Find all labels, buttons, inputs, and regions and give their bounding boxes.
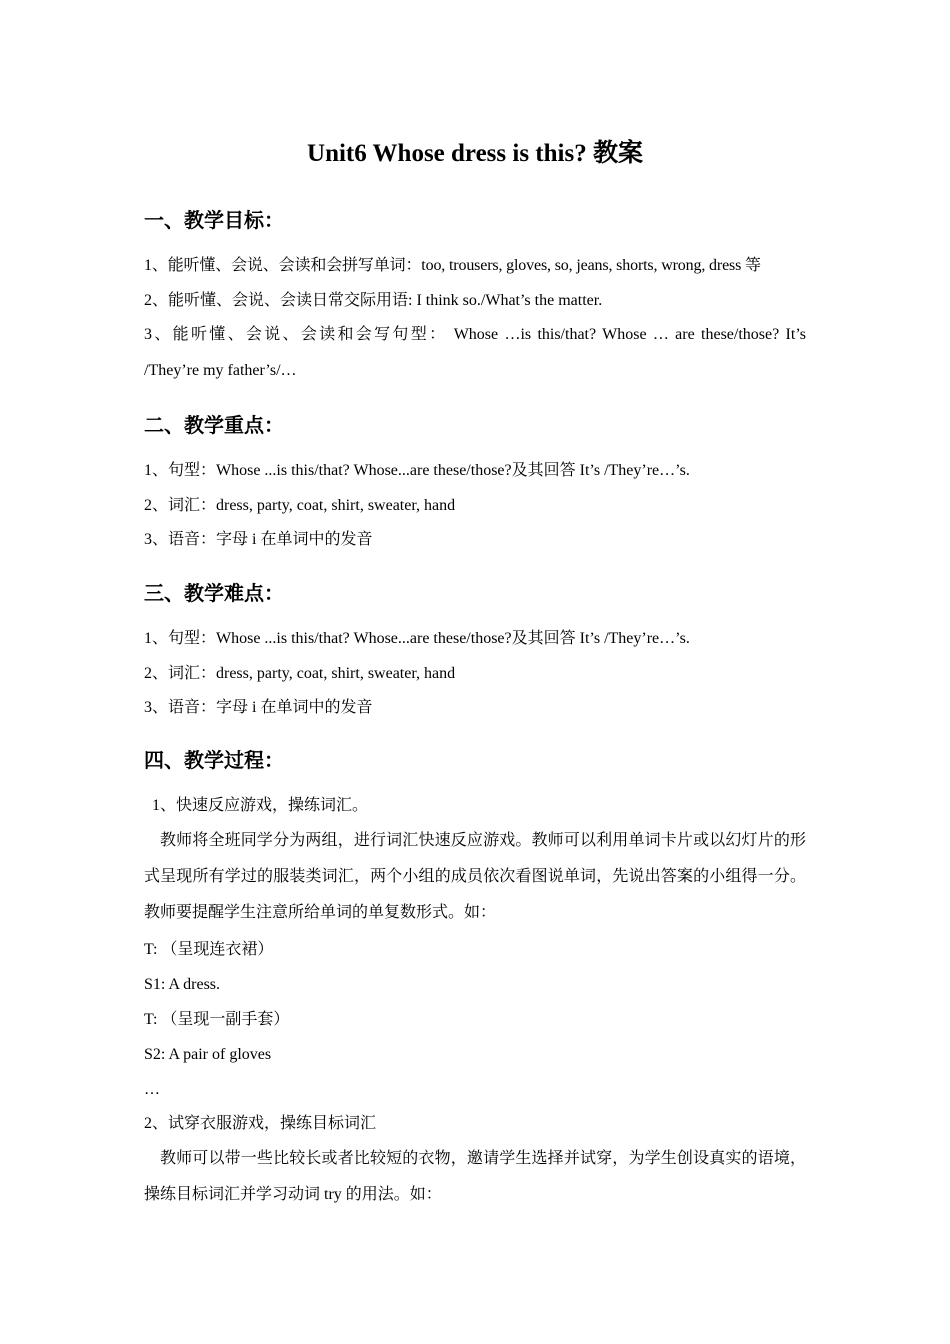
difficulty-2: 2、词汇：dress, party, coat, shirt, sweater, hand [144,665,456,682]
goal-item-1: 1、能听懂、会说、会读和会拼写单词：too, trousers, gloves, so, jeans, shorts, wrong, dress 等 [144,257,761,274]
section-heading-key-points: 二、教学重点： [144,413,284,437]
key-point-2: 2、词汇：dress, party, coat, shirt, sweater, hand [144,497,456,514]
process-step1-title: 1、快速反应游戏，操练词汇。 [152,797,369,814]
dialogue-line-3: T: （呈现一副手套） [144,1011,290,1028]
dialogue-line-2: S1: A dress. [144,976,221,993]
section-heading-difficulties: 三、教学难点： [144,581,284,605]
key-point-3: 3、语音：字母 i 在单词中的发音 [144,531,373,548]
process-step2-title: 2、试穿衣服游戏，操练目标词汇 [144,1115,377,1132]
dialogue-line-1: T: （呈现连衣裙） [144,941,274,958]
process-step2-body: 教师可以带一些比较长或者比较短的衣物，邀请学生选择并试穿，为学生创设真实的语境，操练目标词汇并学习动词 try 的用法。如： [144,1150,806,1203]
dialogue-ellipsis: … [144,1081,160,1098]
section-heading-goals: 一、教学目标： [144,208,284,232]
dialogue-line-4: S2: A pair of gloves [144,1046,272,1063]
difficulty-3: 3、语音：字母 i 在单词中的发音 [144,699,373,716]
difficulty-1: 1、句型：Whose ...is this/that? Whose...are these/those?及其回答 It’s /They’re…’s. [144,630,690,647]
goal-item-2: 2、能听懂、会说、会读日常交际用语: I think so./What’s the matter. [144,292,603,309]
section-heading-process: 四、教学过程： [144,748,284,772]
document-title: Unit6 Whose dress is this? 教案 [307,140,643,167]
goal-item-3: 3、能听懂、会说、会读和会写句型： Whose …is this/that? Whose … are these/those? It’s /They’re my father’s/… [144,326,806,379]
key-point-1: 1、句型：Whose ...is this/that? Whose...are these/those?及其回答 It’s /They’re…’s. [144,462,690,479]
process-step1-body: 教师将全班同学分为两组，进行词汇快速反应游戏。教师可以利用单词卡片或以幻灯片的形式呈现所有学过的服装类词汇，两个小组的成员依次看图说单词，先说出答案的小组得一分。教师要提醒学生注意所给单词的单复数形式。如： [144,832,806,921]
